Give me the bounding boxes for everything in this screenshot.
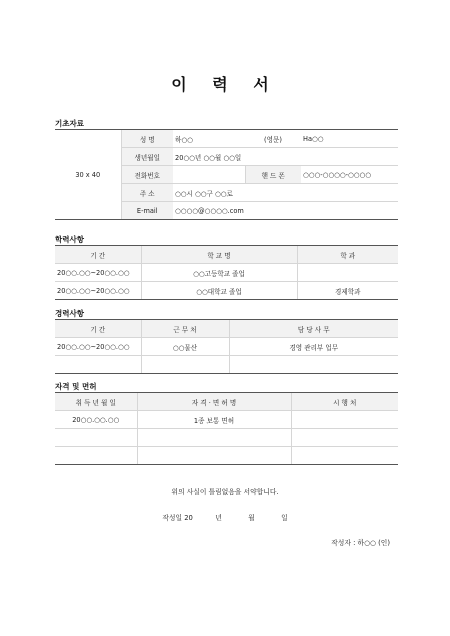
- name-label: 성 명: [121, 130, 173, 148]
- career-duty: [229, 356, 398, 374]
- edu-school: ○○대학교 졸업: [141, 282, 297, 300]
- written-date: [0, 512, 450, 522]
- email-value: ○○○○@○○○○.com: [173, 202, 398, 220]
- career-duty: 경영 관리부 업무: [229, 338, 398, 356]
- table-row: [55, 282, 398, 300]
- license-date: [55, 429, 137, 447]
- edu-header-period: 기 간: [55, 246, 141, 264]
- career-header-period: 기 간: [55, 320, 141, 338]
- career-table: [55, 319, 398, 374]
- phone-value: [173, 166, 245, 184]
- basic-info-table: [55, 129, 398, 220]
- table-row: [55, 447, 398, 465]
- month-unit: 월: [248, 514, 255, 522]
- edu-period: 20○○.○○~20○○.○○: [55, 282, 141, 300]
- license-name: 1종 보통 면허: [137, 411, 291, 429]
- education-table: [55, 245, 398, 300]
- license-header-issuer: 시 행 처: [291, 393, 398, 411]
- writer-signature: 작성자 : 하○○ (인): [331, 539, 390, 547]
- edu-period: 20○○.○○~20○○.○○: [55, 264, 141, 282]
- english-name-value: Ha○○: [301, 130, 398, 148]
- license-name: [137, 429, 291, 447]
- mobile-label: 핸 드 폰: [245, 166, 301, 184]
- section-basic-label: 기초자료: [55, 119, 84, 128]
- career-company: [141, 356, 229, 374]
- career-company: ○○물산: [141, 338, 229, 356]
- page-title: 이 력 서: [171, 75, 279, 94]
- edu-header-school: 학 교 명: [141, 246, 297, 264]
- career-period: [55, 356, 141, 374]
- edu-header-major: 학 과: [297, 246, 398, 264]
- birth-value: 20○○년 ○○월 ○○일: [173, 148, 398, 166]
- license-date: 20○○.○○.○○: [55, 411, 137, 429]
- license-issuer: [291, 411, 398, 429]
- pledge-statement: 위의 사실이 틀림없음을 서약합니다.: [171, 488, 279, 496]
- name-value: 하○○: [173, 130, 245, 148]
- day-unit: 일: [281, 514, 288, 522]
- section-license-label: 자격 및 면허: [55, 382, 97, 391]
- photo-box: 30 x 40: [55, 130, 121, 220]
- section-education-label: 학력사항: [55, 235, 84, 244]
- table-row: [55, 338, 398, 356]
- table-row: [55, 411, 398, 429]
- table-row: [55, 264, 398, 282]
- english-name-label: (영문): [245, 130, 301, 148]
- license-issuer: [291, 447, 398, 465]
- address-label: 주 소: [121, 184, 173, 202]
- career-period: 20○○.○○~20○○.○○: [55, 338, 141, 356]
- license-issuer: [291, 429, 398, 447]
- year-unit: 년: [215, 514, 222, 522]
- license-date: [55, 447, 137, 465]
- license-name: [137, 447, 291, 465]
- career-header-duty: 담 당 사 무: [229, 320, 398, 338]
- table-row: [55, 356, 398, 374]
- edu-major: [297, 264, 398, 282]
- mobile-value: ○○○-○○○○-○○○○: [301, 166, 398, 184]
- phone-label: 전화번호: [121, 166, 173, 184]
- edu-school: ○○고등학교 졸업: [141, 264, 297, 282]
- email-label: E-mail: [121, 202, 173, 220]
- license-header-name: 자 격 · 면 허 명: [137, 393, 291, 411]
- date-prefix: 작성일 20: [162, 514, 193, 522]
- edu-major: 경제학과: [297, 282, 398, 300]
- table-row: [55, 429, 398, 447]
- license-header-date: 취 득 년 월 일: [55, 393, 137, 411]
- address-value: ○○시 ○○구 ○○로: [173, 184, 398, 202]
- section-career-label: 경력사항: [55, 309, 84, 318]
- license-table: [55, 392, 398, 465]
- birth-label: 생년월일: [121, 148, 173, 166]
- career-header-company: 근 무 처: [141, 320, 229, 338]
